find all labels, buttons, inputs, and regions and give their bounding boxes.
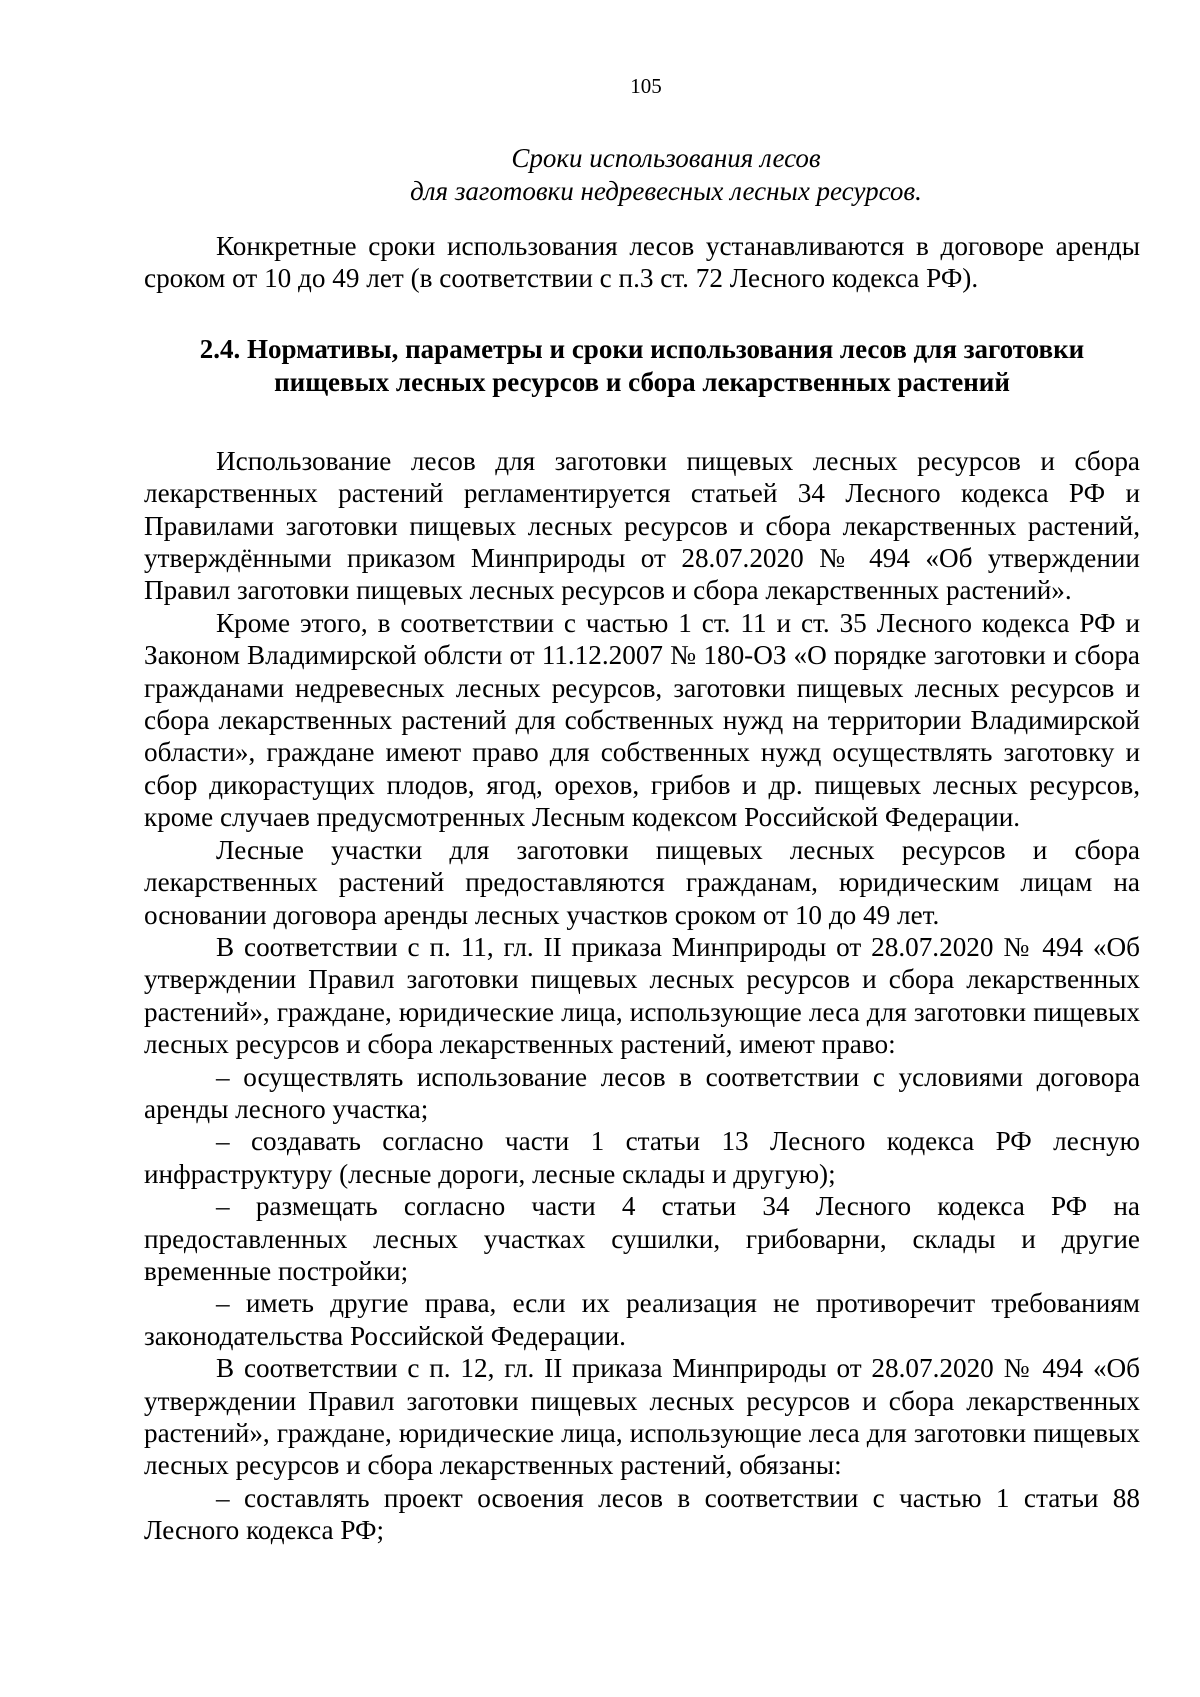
paragraph-usage: Использование лесов для заготовки пищевых лесных ресурсов и сбора лекарственных растений регламентируется статьей 34 Лесного кодекса РФ и Правилами заготовки пищевых лесных ресурсов и сбора лекарственных растений, утверждёнными приказом Минприроды от 28.07.2020 № 494 «Об утверждении Правил заготовки пищевых лесных ресурсов и сбора лекарственных растений». <box>144 445 1140 606</box>
paragraph-rights-intro: В соответствии с п. 11, гл. II приказа Минприроды от 28.07.2020 № 494 «Об утверждении Правил заготовки пищевых лесных ресурсов и сбора лекарственных растений», граждане, юридические лица, использующие леса для заготовки пищевых лесных ресурсов и сбора лекарственных растений, имеют право: <box>144 931 1140 1060</box>
document-page <box>144 72 1140 1547</box>
rights-list-item: – осуществлять использование лесов в соответствии с условиями договора аренды лесного участка; <box>144 1061 1140 1124</box>
paragraph-lease: Лесные участки для заготовки пищевых лесных ресурсов и сбора лекарственных растений предоставляются гражданам, юридическим лицам на основании договора аренды лесных участков сроком от 10 до 49 лет. <box>144 834 1140 930</box>
intro-paragraph: Конкретные сроки использования лесов устанавливаются в договоре аренды сроком от 10 до 49 лет (в соответствии с п.3 ст. 72 Лесного кодекса РФ). <box>144 231 1140 294</box>
rights-list-item: – иметь другие права, если их реализация не противоречит требованиям законодательства Российской Федерации. <box>144 1288 1140 1351</box>
section-heading-line2: пищевых лесных ресурсов и сбора лекарственных растений <box>274 366 1010 397</box>
rights-list-item: – размещать согласно части 4 статьи 34 Лесного кодекса РФ на предоставленных лесных участках сушилки, грибоварни, склады и другие временные постройки; <box>144 1191 1140 1286</box>
obligations-list-item: – составлять проект освоения лесов в соответствии с частью 1 статьи 88 Лесного кодекса РФ; <box>144 1482 1140 1546</box>
subsection-title-line2: для заготовки недревесных лесных ресурсов. <box>410 176 922 206</box>
subsection-title-line1: Сроки использования лесов <box>511 143 821 173</box>
section-heading-line1: 2.4. Нормативы, параметры и сроки использования лесов для заготовки <box>199 333 1085 364</box>
paragraph-obligations-intro: В соответствии с п. 12, гл. II приказа Минприроды от 28.07.2020 № 494 «Об утверждении Правил заготовки пищевых лесных ресурсов и сбора лекарственных растений», граждане, юридические лица, использующие леса для заготовки пищевых лесных ресурсов и сбора лекарственных растений, обязаны: <box>144 1353 1140 1481</box>
section-heading <box>144 333 1140 399</box>
page-number: 105 <box>630 74 662 98</box>
subsection-title <box>144 142 1140 208</box>
paragraph-vladimir-law: Кроме этого, в соответствии с частью 1 ст. 11 и ст. 35 Лесного кодекса РФ и Законом Владимирской облсти от 11.12.2007 № 180-ОЗ «О порядке заготовки и сбора гражданами недревесных лесных ресурсов, заготовки пищевых лесных ресурсов и сбора лекарственных растений для собственных нужд на территории Владимирской области», граждане имеют право для собственных нужд осуществлять заготовку и сбор дикорастущих плодов, ягод, орехов, грибов и др. пищевых лесных ресурсов, кроме случаев предусмотренных Лесным кодексом Российской Федерации. <box>144 607 1140 833</box>
rights-list-item: – создавать согласно части 1 статьи 13 Лесного кодекса РФ лесную инфраструктуру (лесные дороги, лесные склады и другую); <box>144 1126 1140 1189</box>
